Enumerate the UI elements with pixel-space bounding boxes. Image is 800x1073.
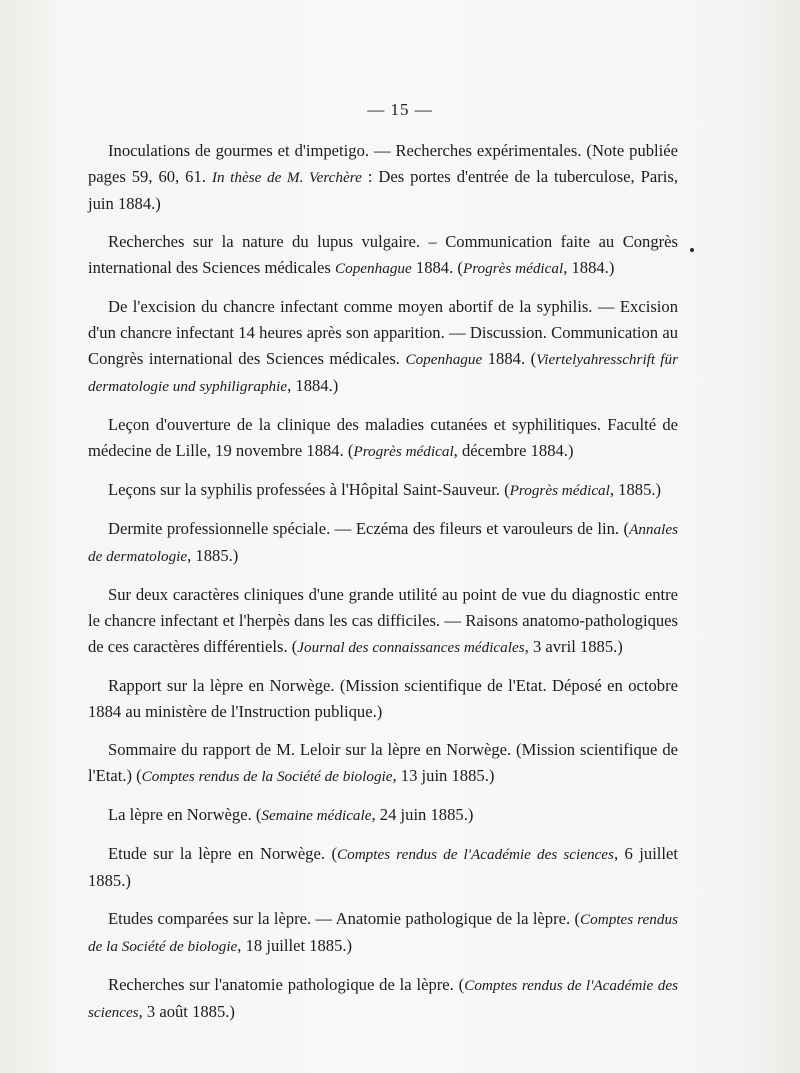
bibliography-entry	[88, 516, 678, 570]
entry-text: , 6 juillet 1885.)	[88, 844, 678, 890]
entry-italic-text: Progrès médical	[353, 443, 454, 460]
bibliography-entry	[88, 229, 678, 282]
entry-text: , 24 juin 1885.)	[371, 805, 474, 824]
bibliography-entry	[88, 582, 678, 661]
entry-text: Leçon d'ouverture de la clinique des maladies cutanées et syphilitiques. Faculté de médecine de Lille, 19 novembre 1884. (	[88, 415, 678, 460]
entry-text: , 3 avril 1885.)	[524, 637, 623, 656]
bibliography-entry	[88, 138, 678, 217]
bibliography-entry	[88, 906, 678, 960]
entry-text: , 1885.)	[187, 546, 239, 565]
entry-text: , 1885.)	[609, 480, 662, 499]
bibliography-entry	[88, 972, 678, 1026]
entry-italic-text: Comptes rendus de l'Académie des sciences	[88, 977, 679, 1021]
entry-text: La lèpre en Norwège. (	[108, 805, 262, 824]
entry-text: Recherches sur l'anatomie pathologique de la lèpre. (	[108, 975, 465, 994]
bibliography-list	[88, 138, 678, 1038]
entry-text: : Des portes d'entrée de la tuberculose, Paris, juin 1884.)	[88, 167, 678, 213]
ink-speck	[690, 248, 694, 252]
bibliography-entry	[88, 841, 678, 894]
bibliography-entry	[88, 477, 678, 504]
bibliography-entry	[88, 294, 678, 400]
entry-text: , 1884.)	[287, 376, 339, 395]
entry-text: , 13 juin 1885.)	[392, 766, 495, 785]
entry-text: , décembre 1884.)	[453, 441, 574, 460]
entry-italic-text: Progrès médical	[462, 260, 564, 277]
entry-italic-text: Journal des connaissances médicales	[297, 639, 525, 656]
entry-italic-text: Viertelyahresschrift für dermatologie und syphiligraphie	[88, 351, 678, 395]
page-number: — 15 —	[367, 100, 433, 119]
entry-italic-text: Copenhague	[405, 351, 483, 368]
bibliography-entry	[88, 802, 678, 829]
entry-text: Sur deux caractères cliniques d'une grande utilité au point de vue du diagnostic entre le chancre infectant et l'herpès dans les cas difficiles. — Raisons anatomo-pathologiques de ces caractères différentiels. (	[88, 585, 678, 656]
bibliography-entry	[88, 737, 678, 790]
entry-italic-text: Copenhague	[334, 260, 412, 277]
bibliography-entry	[88, 673, 678, 725]
entry-italic-text: Semaine médicale	[261, 807, 372, 824]
entry-text: Dermite professionnelle spéciale. — Eczéma des fileurs et varouleurs de lin. (	[108, 519, 630, 538]
entry-italic-text: In thèse de M. Verchère	[211, 169, 362, 186]
entry-italic-text: Comptes rendus de la Société de biologie	[88, 911, 678, 955]
entry-text: De l'excision du chancre infectant comme moyen abortif de la syphilis. — Excision d'un chancre infectant 14 heures après son apparition. — Discussion. Communication au Congrès international des Sciences médicales.	[88, 297, 678, 368]
entry-italic-text: Comptes rendus de l'Académie des sciences	[336, 846, 614, 863]
entry-text: Leçons sur la syphilis professées à l'Hôpital Saint-Sauveur. (	[108, 480, 510, 499]
entry-text: 1884. (	[411, 258, 463, 277]
entry-text: Etudes comparées sur la lèpre. — Anatomie pathologique de la lèpre. (	[108, 909, 581, 928]
entry-text: Recherches sur la nature du lupus vulgaire. – Communication faite au Congrès international des Sciences médicales	[88, 232, 678, 277]
entry-text: , 18 juillet 1885.)	[237, 936, 353, 955]
entry-text: Etude sur la lèpre en Norwège. (	[108, 844, 337, 863]
entry-italic-text: Comptes rendus de la Société de biologie	[141, 768, 393, 785]
entry-italic-text: Annales de dermatologie	[88, 521, 678, 565]
entry-text: , 1884.)	[563, 258, 615, 277]
entry-italic-text: Progrès médical	[509, 482, 610, 499]
bibliography-entry	[88, 412, 678, 465]
entry-text: Rapport sur la lèpre en Norwège. (Mission scientifique de l'Etat. Déposé en octobre 1884 au ministère de l'Instruction publique.)	[88, 676, 678, 721]
entry-text: 1884. (	[482, 349, 537, 368]
entry-text: Inoculations de gourmes et d'impetigo. — Recherches expérimentales. (Note publiée pages 59, 60, 61.	[88, 141, 678, 186]
entry-text: , 3 août 1885.)	[138, 1002, 235, 1021]
entry-text: Sommaire du rapport de M. Leloir sur la lèpre en Norwège. (Mission scientifique de l'Etat.) (	[88, 740, 678, 785]
